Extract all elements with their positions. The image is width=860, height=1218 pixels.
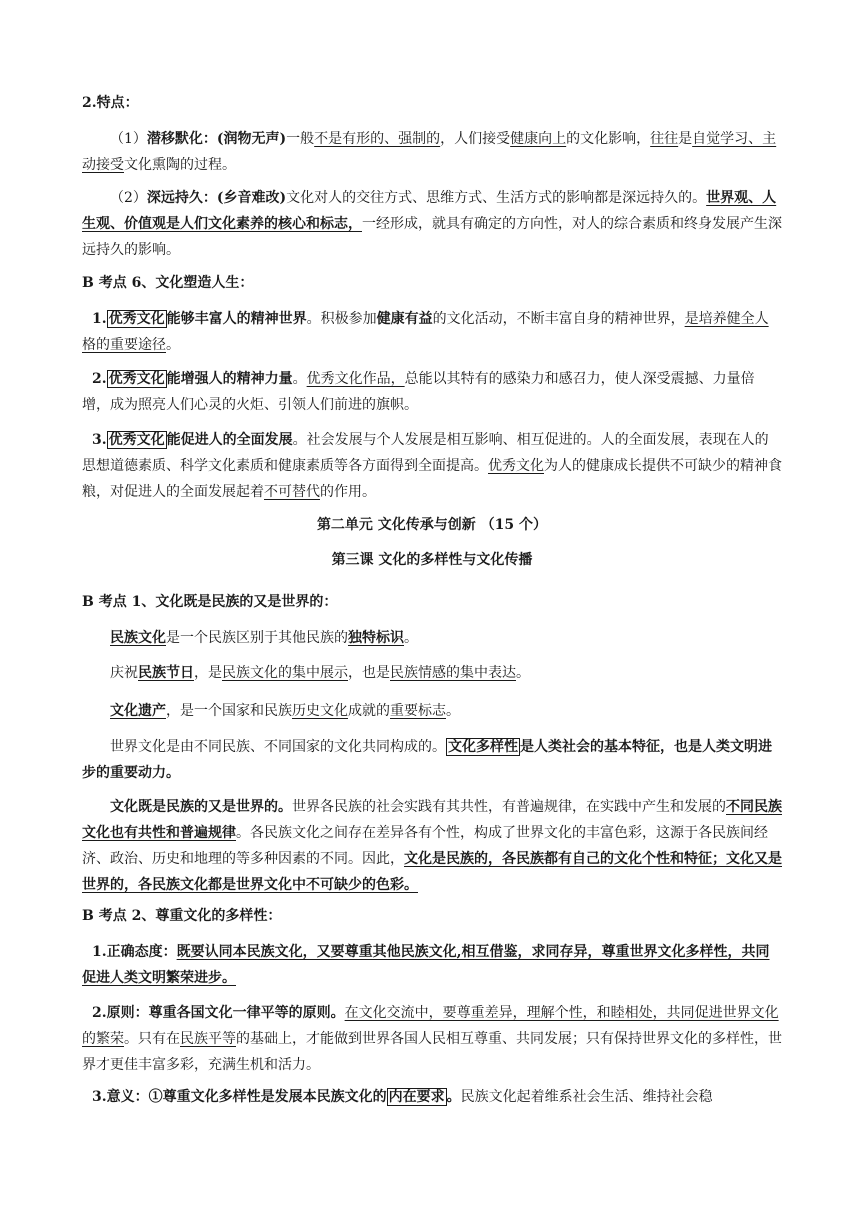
paragraph-b2-2 [82,1000,782,1078]
bold-text: 1.正确态度： [92,944,177,960]
paragraph-feature-1 [82,126,782,178]
text: 文化熏陶的过程。 [124,157,236,173]
section-heading-b2 [82,903,782,929]
text: 。只有在 [124,1031,180,1047]
text: 的文化活动，不断丰富自身的精神世界， [432,311,685,327]
paragraph-b6-3 [82,427,782,505]
bold-underlined-text: 不同民族文化也有共性和普遍规律 [82,799,782,841]
bold-text: 是人类社会的基本特征，也是人类文明进步的重要动力。 [82,739,772,781]
text: 。 [446,703,460,719]
boxed-keyword: 内在要求 [388,1089,445,1105]
text: 。 [404,630,418,646]
paragraph-b1-4 [82,734,782,786]
paragraph-b6-1 [82,306,782,358]
section-heading-b6 [82,270,782,296]
bold-text: 文化既是民族的又是世界的。 [110,799,292,815]
underlined-text: 历史文化 [292,703,348,719]
lesson-title [82,547,782,573]
underlined-text: 优秀文化 [488,458,544,474]
numbering: 1. [92,311,107,327]
bold-text: 潜移默化：(润物无声) [146,131,287,147]
underlined-text: 不是有形的、强制的 [314,131,441,147]
paragraph-b1-3 [82,698,782,724]
text: 庆祝 [110,665,138,681]
heading-text: B 考点 1、文化既是民族的又是世界的： [82,594,338,610]
paragraph-b6-2 [82,366,782,418]
text: 的基础上，才能做到世界各国人民相互尊重、共同发展；只有保持世界文化的多样性，世界才更佳丰富多彩，充满生机和活力。 [82,1031,782,1073]
lesson-title-text: 第三课 文化的多样性与文化传播 [331,552,533,568]
text: （2） [110,190,147,206]
heading-text: 2.特点： [82,95,139,111]
text: 民族文化起着维系社会生活、维持社会稳 [460,1089,713,1105]
text: 是一个民族区别于其他民族的 [166,630,348,646]
boxed-keyword: 优秀文化 [108,311,165,327]
text: ，也是 [348,665,390,681]
text: ，是 [194,665,222,681]
bold-underlined-text: 文化是民族的，各民族都有自己的文化个性和特征；文化又是世界的，各民族文化都是世界文化中不可缺少的色彩。 [82,851,782,893]
text: ，人们接受 [440,131,511,147]
text: 的文化影响， [566,131,651,147]
text: 总能以其特有的感染力和感召力，使人深受震撼、力量倍增，成为照亮人们心灵的火炬、引领人们前进的旗帜。 [82,371,755,413]
heading-text: B 考点 2、尊重文化的多样性： [82,908,282,924]
numbering: 2. [92,371,107,387]
text: （1） [110,131,147,147]
bold-text: 2.原则：尊重各国文化一律平等的原则。 [92,1005,345,1021]
text: 。 [292,371,307,387]
text: 。 [516,665,530,681]
underlined-text: 优秀文化作品， [306,371,405,387]
paragraph-feature-2 [82,185,782,263]
bold-text: 深远持久：(乡音难改) [146,190,287,206]
heading-text: B 考点 6、文化塑造人生： [82,275,254,291]
paragraph-b1-5 [82,794,782,898]
paragraph-b1-1 [82,625,782,651]
bold-underlined-text: 民族节日 [138,665,194,681]
bold-text: 能够丰富人的精神世界 [166,311,307,327]
text: 一经形成，就具有确定的方向性，对人的综合素质和终身发展产生深远持久的影响。 [82,216,782,258]
text: 是 [678,131,693,147]
underlined-text: 健康向上 [510,131,567,147]
bold-underlined-text: 民族文化 [110,630,166,646]
underlined-text: 不可替代 [264,484,320,500]
boxed-keyword: 文化多样性 [448,739,518,755]
unit-title [82,512,782,538]
boxed-keyword: 优秀文化 [108,432,165,448]
underlined-text: 自觉学习、主动接受 [82,131,777,173]
text: 世界各民族的社会实践有其共性，有普遍规律，在实践中产生和发展的 [292,799,726,815]
text: 文化对人的交往方式、思维方式、生活方式的影响都是深远持久的。 [286,190,707,206]
bold-text: 能促进人的全面发展 [166,432,293,448]
bold-underlined-text: 文化遗产 [110,703,166,719]
text: 。各民族文化之间存在差异各有个性，构成了世界文化的丰富色彩，这源于各民族间经济、政治、历史和地理的等多种因素的不同。因此， [82,825,768,867]
text: 的作用。 [320,484,376,500]
underlined-text: 重要标志 [390,703,446,719]
text: 。积极参加 [306,311,377,327]
underlined-text: 民族文化的集中展示 [222,665,348,681]
numbering: 3. [92,432,107,448]
section-heading-features [82,90,782,116]
paragraph-b1-2 [82,660,782,686]
bold-underlined-text: 既要认同本民族文化，又要尊重其他民族文化,相互借鉴，求同存异，尊重世界文化多样性，共同促进人类文明繁荣进步。 [82,944,770,986]
text: 一般 [286,131,315,147]
text: 。社会发展与个人发展是相互影响、相互促进的。人的全面发展，表现在人的思想道德素质、科学文化素质和健康素质等各方面得到全面提高。 [82,432,769,474]
text: 。 [166,337,180,353]
text: 成就的 [348,703,390,719]
bold-text: 能增强人的精神力量 [166,371,293,387]
paragraph-b2-3 [82,1084,782,1110]
bold-text: 。 [446,1089,461,1105]
section-heading-b1 [82,589,782,615]
bold-text: 3.意义：①尊重文化多样性是发展本民族文化的 [92,1089,387,1105]
underlined-text: 往往 [650,131,679,147]
bold-underlined-text: 世界观、人生观、价值观是人们文化素养的核心和标志， [82,190,777,232]
text: ，是一个国家和民族 [166,703,292,719]
unit-title-text: 第二单元 文化传承与创新 （15 个） [316,517,548,533]
paragraph-b2-1 [82,939,782,991]
bold-underlined-text: 独特标识 [348,630,404,646]
text: 世界文化是由不同民族、不同国家的文化共同构成的。 [110,739,446,755]
underlined-text: 民族情感的集中表达 [390,665,516,681]
underlined-text: 民族平等 [180,1031,236,1047]
boxed-keyword: 优秀文化 [108,371,165,387]
text: 为人的健康成长提供不可缺少的精神食粮，对促进人的全面发展起着 [82,458,782,500]
underlined-text: 在文化交流中，要尊重差异，理解个性，和睦相处，共同促进世界文化的繁荣 [82,1005,779,1047]
underlined-text: 是培养健全人格的重要途径 [82,311,769,353]
bold-text: 健康有益 [376,311,433,327]
